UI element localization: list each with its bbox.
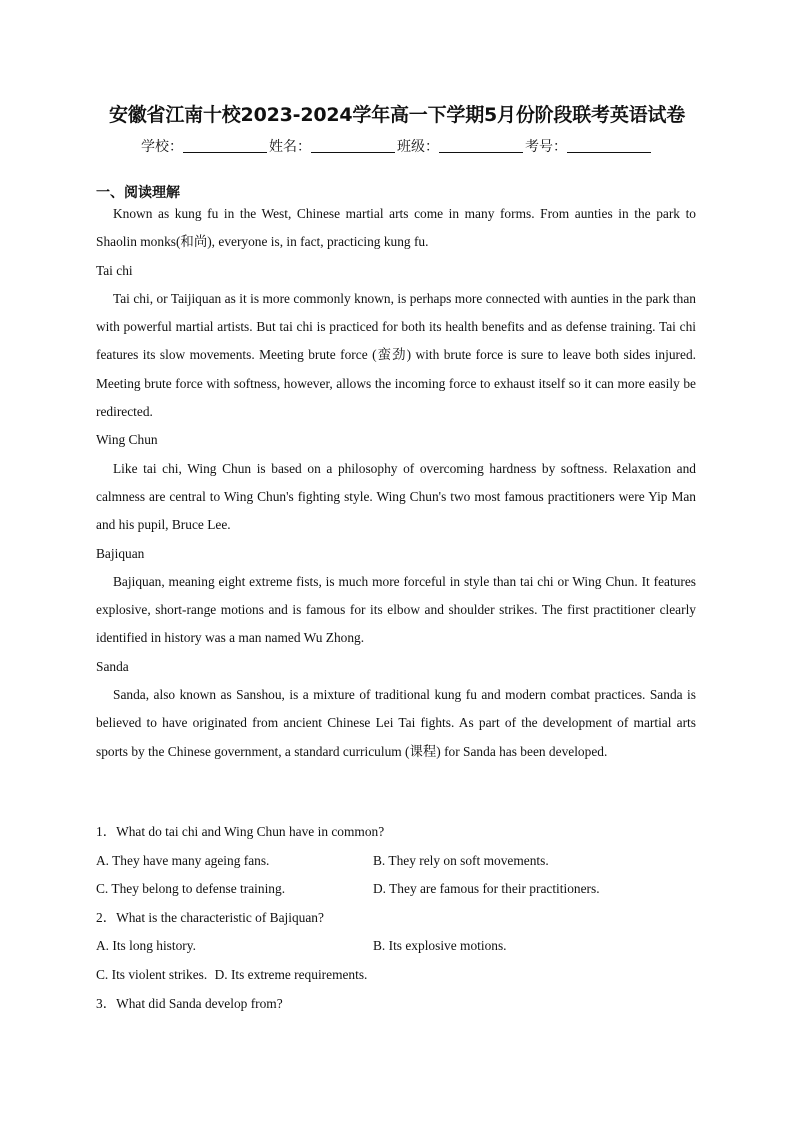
question-1-options-row-1 — [96, 847, 696, 876]
class-blank[interactable] — [439, 138, 523, 153]
passage-intro: Known as kung fu in the West, Chinese martial arts come in many forms. From aunties in the park to Shaolin monks(和尚), everyone is, in fact, practicing kung fu. — [96, 206, 696, 250]
name-field — [269, 136, 397, 156]
question-2-stem: 2．What is the characteristic of Bajiquan? — [96, 909, 324, 925]
exam-number-label: 考号： — [525, 139, 567, 155]
school-label: 学校： — [141, 139, 183, 155]
exam-number-field — [525, 136, 653, 156]
question-2-options-row-1 — [96, 932, 696, 961]
school-field — [141, 136, 269, 156]
exam-number-blank[interactable] — [567, 138, 651, 153]
exam-title: 安徽省江南十校2023-2024学年高一下学期5月份阶段联考英语试卷 — [108, 104, 686, 126]
question-1-option-c[interactable]: C. They belong to defense training. — [96, 881, 286, 897]
passage-bajiquan: Bajiquan, meaning eight extreme fists, is much more forceful in style than tai chi or Wing Chun. It features explosive, short-range motions and is famous for its elbow and shoulder strikes. The first practitioner clearly identified in history was a man named Wu Zhong. — [96, 573, 696, 646]
class-field — [397, 136, 525, 156]
question-2-options-row-2 — [96, 961, 696, 990]
question-2-option-d[interactable]: D. Its extreme requirements. — [214, 966, 368, 982]
class-label: 班级： — [397, 139, 439, 155]
reading-passage — [96, 200, 696, 766]
question-list — [96, 818, 696, 1018]
question-2-option-b[interactable]: B. Its explosive motions. — [373, 938, 507, 954]
heading-tai-chi: Tai chi — [96, 262, 133, 278]
question-3-stem: 3．What did Sanda develop from? — [96, 995, 283, 1011]
question-2-option-c[interactable]: C. Its violent strikes. — [96, 966, 208, 982]
heading-wing-chun: Wing Chun — [96, 432, 158, 448]
passage-wing-chun: Like tai chi, Wing Chun is based on a philosophy of overcoming hardness by softness. Relaxation and calmness are central to Wing Chun's fighting style. Wing Chun's two most famous practitioners were Yip Man and his pupil, Bruce Lee. — [96, 460, 696, 533]
passage-sanda: Sanda, also known as Sanshou, is a mixture of traditional kung fu and modern combat practices. Sanda is believed to have originated from ancient Chinese Lei Tai fights. As part of the development of martial arts sports by the Chinese government, a standard curriculum (课程) for Sanda has been developed. — [96, 687, 696, 759]
question-1-option-d[interactable]: D. They are famous for their practitioners. — [373, 881, 600, 897]
name-blank[interactable] — [311, 138, 395, 153]
question-1-options-row-2 — [96, 875, 696, 904]
school-blank[interactable] — [183, 138, 267, 153]
question-1-stem: 1．What do tai chi and Wing Chun have in common? — [96, 824, 385, 839]
section-title: 一、阅读理解 — [96, 185, 180, 201]
name-label: 姓名： — [269, 139, 311, 155]
passage-tai-chi: Tai chi, or Taijiquan as it is more commonly known, is perhaps more connected with aunties in the park than with powerful martial artists. But tai chi is practiced for both its health benefits and as defense training. Tai chi features its slow movements. Meeting brute force (蛮劲) with brute force is sure to leave both sides injured. Meeting brute force with softness, however, allows the incoming force to exhaust itself so it can more easily be redirected. — [96, 290, 696, 420]
question-2-option-a[interactable]: A. Its long history. — [96, 938, 196, 954]
student-info-line — [0, 136, 794, 156]
question-1-option-b[interactable]: B. They rely on soft movements. — [373, 852, 549, 868]
heading-sanda: Sanda — [96, 658, 129, 674]
heading-bajiquan: Bajiquan — [96, 545, 145, 561]
question-1-option-a[interactable]: A. They have many ageing fans. — [96, 852, 270, 868]
